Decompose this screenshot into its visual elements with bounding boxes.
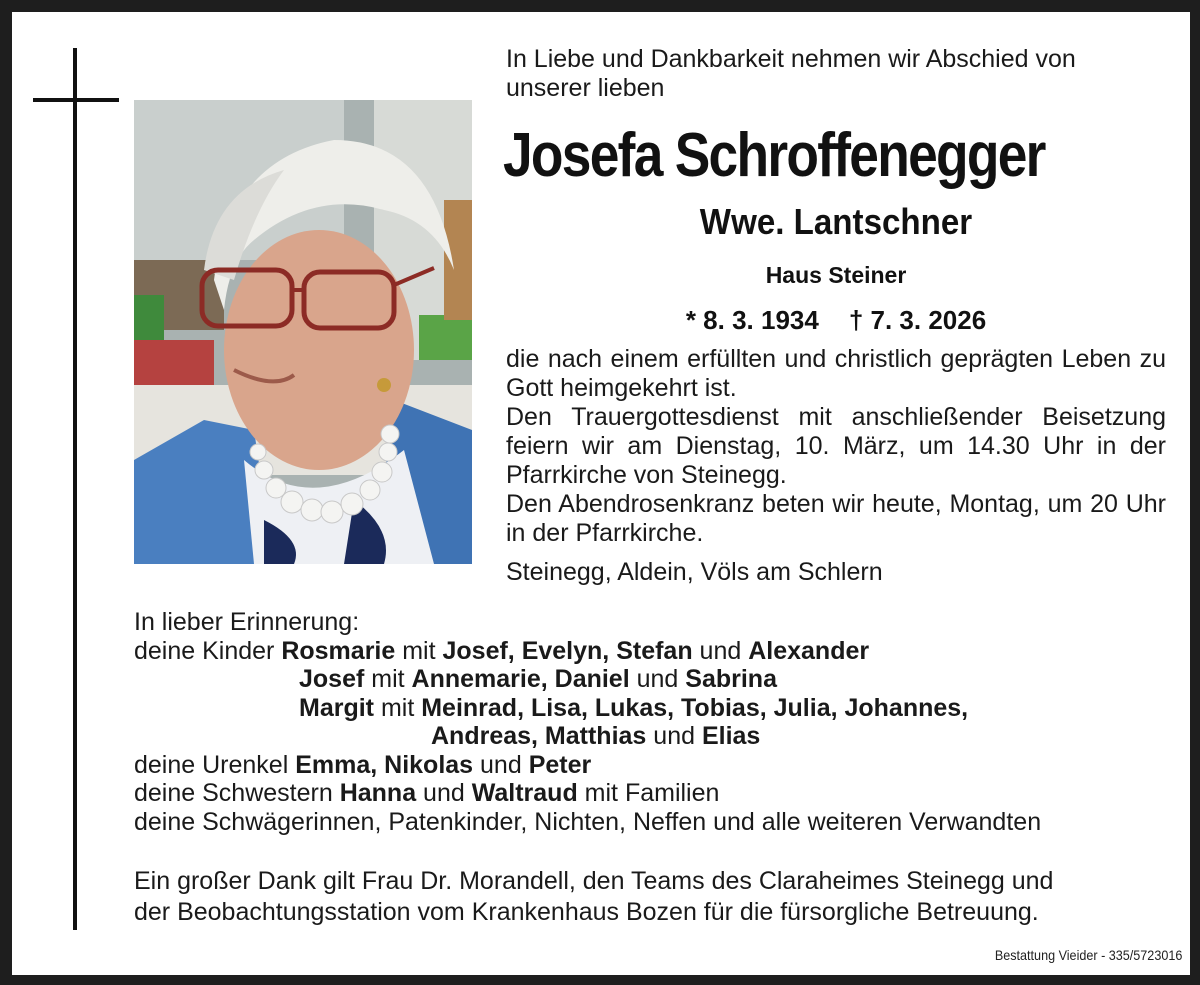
body-paragraph: Den Abendrosenkranz beten wir heute, Montag, um 20 Uhr in der Pfarrkirche. — [506, 490, 1166, 547]
cross-icon-bar — [33, 98, 119, 102]
cross-icon — [73, 48, 77, 930]
body-paragraph: die nach einem erfüllten und christlich geprägten Leben zu Gott heimgekehrt ist. — [506, 345, 1166, 402]
great-grandchildren-line: deine Urenkel Emma, Nikolas und Peter — [134, 750, 592, 779]
children-line: Andreas, Matthias und Elias — [431, 722, 761, 750]
portrait-photo — [134, 100, 472, 564]
intro-text: In Liebe und Dankbarkeit nehmen wir Abschied von unserer lieben — [506, 45, 1076, 102]
mourners-list — [134, 608, 1174, 836]
deceased-name: Josefa Schroffenegger — [503, 121, 1045, 190]
sisters-line: deine Schwestern Hanna und Waltraud mit Familien — [134, 779, 720, 807]
relatives-line: deine Schwägerinnen, Patenkinder, Nichten, Neffen und alle weiteren Verwandten — [134, 807, 1042, 836]
places-line: Steinegg, Aldein, Völs am Schlern — [506, 558, 883, 586]
thanks-line: Ein großer Dank gilt Frau Dr. Morandell, den Teams des Claraheimes Steinegg und — [134, 867, 1054, 895]
body-paragraph: Den Trauergottesdienst mit anschließender Beisetzung feiern wir am Dienstag, 10. März, um 14.30 Uhr in der Pfarrkirche von Steinegg. — [506, 403, 1166, 489]
children-line: Margit mit Meinrad, Lisa, Lukas, Tobias, Julia, Johannes, — [299, 693, 969, 722]
death-date: † 7. 3. 2026 — [848, 305, 987, 335]
thanks-text — [134, 866, 1174, 928]
children-line: deine Kinder Rosmarie mit Josef, Evelyn, Stefan und Alexander — [134, 636, 870, 665]
thanks-line: der Beobachtungsstation vom Krankenhaus Bozen für die fürsorgliche Betreuung. — [134, 898, 1039, 926]
children-line: Josef mit Annemarie, Daniel und Sabrina — [299, 665, 777, 693]
widow-note: Wwe. Lantschner — [699, 201, 973, 242]
mourners-heading: In lieber Erinnerung: — [134, 608, 360, 636]
announcement-body — [506, 345, 1166, 548]
birth-date: * 8. 3. 1934 — [685, 305, 819, 335]
house-name: Haus Steiner — [765, 262, 907, 288]
funeral-home-credit: Bestattung Vieider - 335/5723016 — [994, 947, 1182, 963]
life-dates — [506, 303, 1166, 337]
